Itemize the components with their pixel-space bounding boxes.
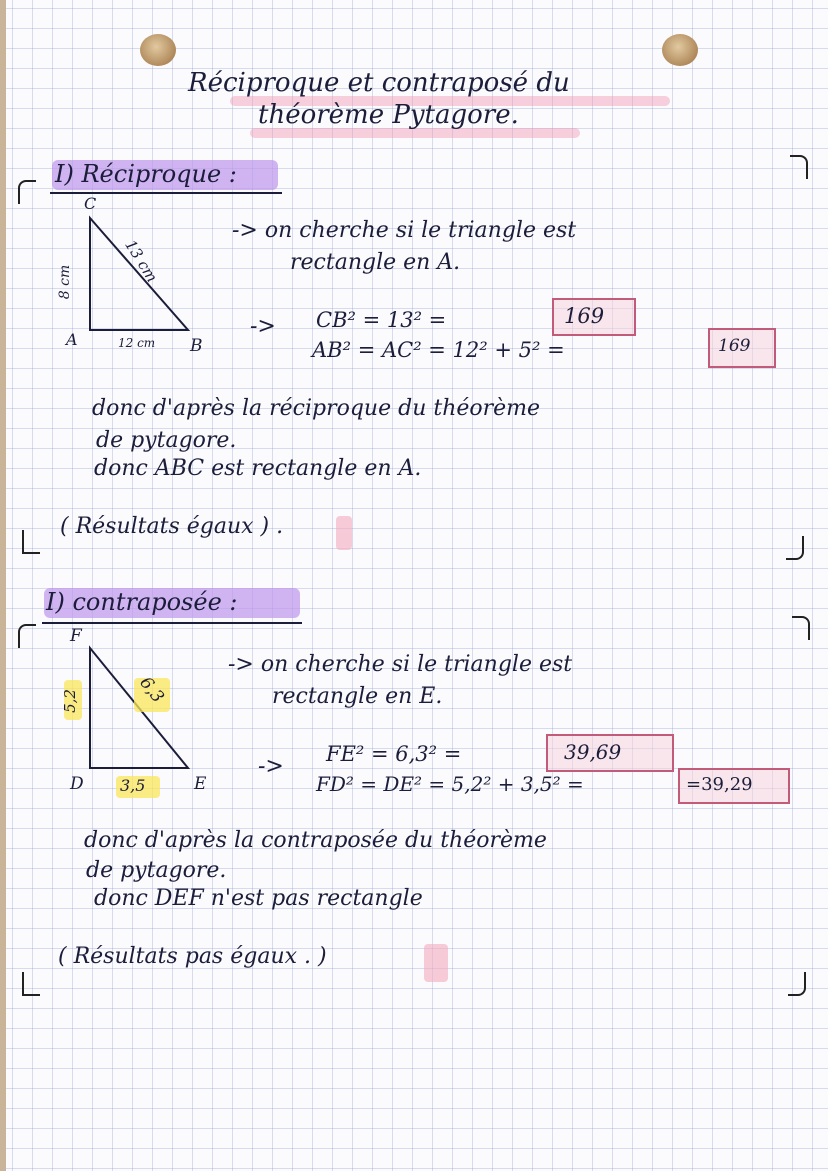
section1-eq2-result: 169 bbox=[718, 336, 751, 356]
vertex-c: C bbox=[84, 194, 97, 213]
side-df-label: 5,2 bbox=[60, 689, 79, 713]
side-ab-label: 12 cm bbox=[118, 336, 156, 350]
vertex-b: B bbox=[190, 336, 203, 356]
page-title-line1: Réciproque et contraposé du bbox=[188, 68, 570, 98]
vertex-f: F bbox=[70, 626, 82, 646]
section1-heading: I) Réciproque : bbox=[55, 160, 237, 188]
vertex-d: D bbox=[70, 774, 84, 794]
section2-heading: I) contraposée : bbox=[46, 588, 238, 616]
section1-eq1: CB² = 13² = bbox=[316, 308, 447, 332]
section1-eq1-result: 169 bbox=[564, 304, 605, 328]
section2-arrow-line2: rectangle en E. bbox=[272, 684, 443, 709]
side-ac-label: 8 cm bbox=[57, 264, 74, 300]
section2-eq-arrow: -> bbox=[258, 754, 284, 779]
section1-eq-arrow: -> bbox=[250, 314, 276, 339]
section2-arrow-line1: -> on cherche si le triangle est bbox=[228, 652, 573, 677]
result-highlight bbox=[424, 944, 448, 982]
section1-arrow-line2: rectangle en A. bbox=[290, 250, 461, 275]
vertex-e: E bbox=[194, 774, 207, 794]
bracket-bottom-right bbox=[788, 972, 806, 996]
section2-conclusion-2: de pytagore. bbox=[86, 858, 227, 883]
page-title-line2: théorème Pytagore. bbox=[258, 100, 519, 130]
section2-eq2: FD² = DE² = 5,2² + 3,5² = bbox=[316, 772, 584, 796]
section1-result: ( Résultats égaux ) . bbox=[60, 514, 284, 539]
vertex-a: A bbox=[66, 330, 78, 349]
section2-eq1: FE² = 6,3² = bbox=[326, 742, 462, 766]
section1-eq2: AB² = AC² = 12² + 5² = bbox=[312, 338, 565, 362]
section1-conclusion-3: donc ABC est rectangle en A. bbox=[94, 456, 422, 481]
section1-conclusion-1: donc d'après la réciproque du théorème bbox=[92, 396, 541, 421]
section2-conclusion-1: donc d'après la contraposée du théorème bbox=[84, 828, 547, 853]
section1-arrow-line1: -> on cherche si le triangle est bbox=[232, 218, 577, 243]
section2-eq1-result: 39,69 bbox=[564, 740, 622, 764]
side-de-label: 3,5 bbox=[120, 776, 146, 795]
section2-conclusion-3: donc DEF n'est pas rectangle bbox=[94, 886, 423, 911]
section1-conclusion-2: de pytagore. bbox=[96, 428, 237, 453]
section2-eq2-result: =39,29 bbox=[686, 774, 753, 795]
bracket-bottom-left bbox=[22, 972, 40, 996]
side-cb-label: 13 cm bbox=[121, 236, 162, 286]
side-fe-label: 6,3 bbox=[135, 673, 168, 707]
section2-result: ( Résultats pas égaux . ) bbox=[58, 944, 327, 969]
